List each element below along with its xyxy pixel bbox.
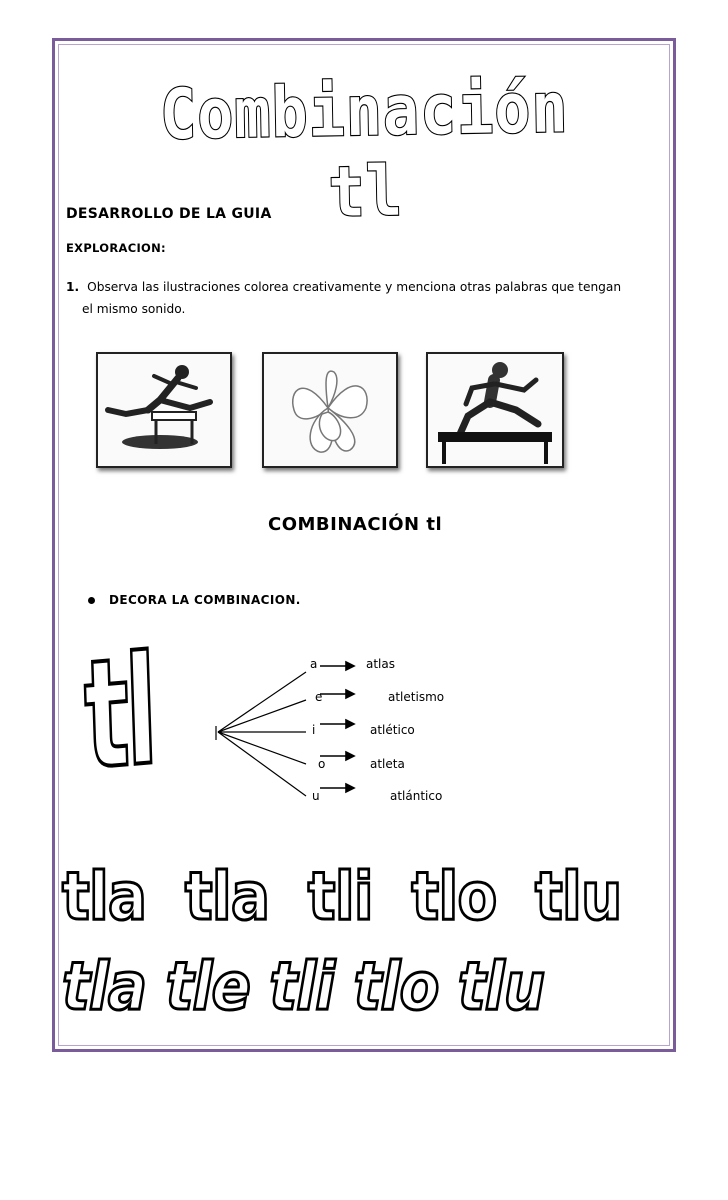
- section-heading: DESARROLLO DE LA GUIA: [66, 206, 272, 222]
- combination-title: COMBINACIÓN tl: [268, 514, 443, 535]
- vowel-i: i: [312, 723, 316, 737]
- instruction-line1: Observa las ilustraciones colorea creativamente y menciona otras palabras que tengan: [87, 280, 622, 294]
- vowel-e: e: [315, 690, 323, 704]
- bullet-text: DECORA LA COMBINACION.: [109, 593, 301, 607]
- instruction-number: 1.: [66, 280, 80, 294]
- illustration-flower: [262, 352, 398, 468]
- vowel-u: u: [312, 789, 320, 803]
- instruction: [66, 276, 666, 320]
- fan-line-o: [218, 732, 306, 764]
- instruction-line2: el mismo sonido.: [82, 302, 186, 316]
- hurdler-drawing-icon: [98, 354, 230, 466]
- fan-line-u: [218, 732, 306, 796]
- combination-diagram-lines: [210, 650, 360, 810]
- bullet-dot-icon: [88, 597, 95, 604]
- vowel-o: o: [318, 757, 326, 771]
- big-tl-letters: tl: [81, 624, 157, 804]
- word-atlas: atlas: [366, 657, 395, 671]
- illustration-hurdle-jumper: [426, 352, 564, 468]
- vowel-a: a: [310, 657, 318, 671]
- subheading: EXPLORACION:: [66, 241, 166, 255]
- word-atletico: atlético: [370, 723, 415, 737]
- syllables-row-2: tla tle tli tlo tlu: [62, 948, 545, 1025]
- illustration-hurdler: [96, 352, 232, 468]
- word-atletismo: atletismo: [388, 690, 445, 704]
- word-atleta: atleta: [370, 757, 405, 771]
- word-atlantico: atlántico: [390, 789, 443, 803]
- fan-line-e: [218, 700, 306, 732]
- fan-line-a: [218, 672, 306, 732]
- bullet-item: [88, 593, 301, 607]
- flower-drawing-icon: [264, 354, 396, 466]
- page-title: Combinación tl: [159, 67, 570, 234]
- hurdle-jumper-drawing-icon: [428, 354, 562, 466]
- syllables-row-1: tla tla tli tlo tlu: [62, 858, 622, 935]
